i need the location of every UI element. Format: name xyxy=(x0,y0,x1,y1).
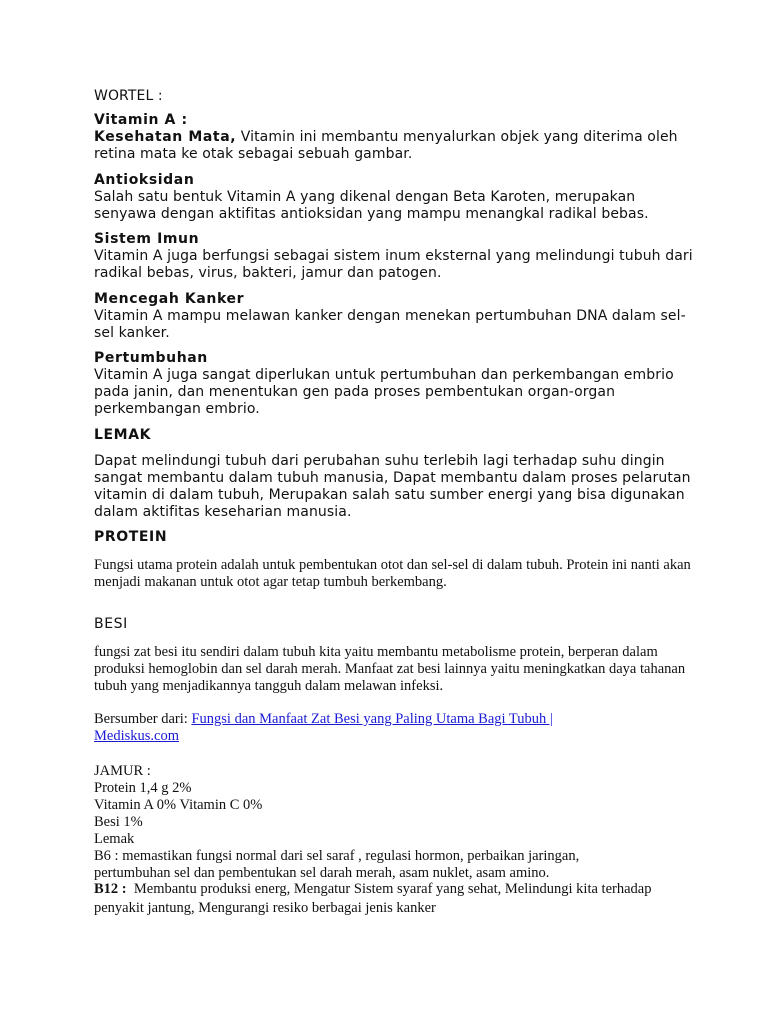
section-text-sistem-imun: Vitamin A juga berfungsi sebagai sistem inum eksternal yang melindungi tubuh dari radikal bebas, virus, bakteri, jamur dan patogen. xyxy=(94,248,693,281)
section-text-antioksidan: Salah satu bentuk Vitamin A yang dikenal dengan Beta Karoten, merupakan senyawa dengan aktifitas antioksidan yang mampu menangkal radikal bebas. xyxy=(94,189,649,222)
section-text-protein: Fungsi utama protein adalah untuk pembentukan otot dan sel-sel di dalam tubuh. Protein ini nanti akan menjadi makanan untuk otot agar tetap tumbuh berkembang. xyxy=(94,557,691,590)
jamur-b6-text: B6 : memastikan fungsi normal dari sel saraf , regulasi hormon, perbaikan jaringan, pertumbuhan sel dan pembentukan sel darah merah, asam nuklet, asam amino. xyxy=(94,848,580,881)
jamur-line-protein: Protein 1,4 g 2% xyxy=(94,780,192,796)
section-heading-sistem-imun: Sistem Imun xyxy=(94,231,200,247)
section-text-vitamin-a: Kesehatan Mata, Vitamin ini membantu menyalurkan objek yang diterima oleh retina mata ke otak sebagai sebuah gambar. xyxy=(94,129,678,162)
jamur-line-vitamin: Vitamin A 0% Vitamin C 0% xyxy=(94,797,263,813)
section-heading-vitamin-a: Vitamin A : xyxy=(94,112,188,128)
section-text-lemak: Dapat melindungi tubuh dari perubahan suhu terlebih lagi terhadap suhu dingin sangat membantu dalam tubuh manusia, Dapat membantu dalam proses pelarutan vitamin di dalam tubuh, Merupakan salah satu sumber energi yang bisa digunakan dalam aktifitas keseharian manusia. xyxy=(94,453,691,520)
b12-label: B12 : xyxy=(94,881,127,897)
jamur-line-lemak: Lemak xyxy=(94,831,135,847)
jamur-line-besi: Besi 1% xyxy=(94,814,143,830)
jamur-b12-text: B12 : Membantu produksi energ, Mengatur Sistem syaraf yang sehat, Melindungi kita terhadap penyakit jantung, Mengurangi resiko berbagai jenis kanker xyxy=(94,881,652,916)
source-line xyxy=(94,711,614,745)
section-text-besi: fungsi zat besi itu sendiri dalam tubuh kita yaitu membantu metabolisme protein, berperan dalam produksi hemoglobin dan sel darah merah. Manfaat zat besi lainnya yaitu meningkatkan daya tahanan tubuh yang menjadikannya tangguh dalam melawan infeksi. xyxy=(94,644,686,694)
section-heading-besi: BESI xyxy=(94,616,128,632)
section-heading-protein: PROTEIN xyxy=(94,529,168,545)
jamur-title: JAMUR : xyxy=(94,763,151,779)
section-heading-mencegah-kanker: Mencegah Kanker xyxy=(94,291,245,307)
section-text-mencegah-kanker: Vitamin A mampu melawan kanker dengan menekan pertumbuhan DNA dalam sel-sel kanker. xyxy=(94,308,686,341)
section-heading-antioksidan: Antioksidan xyxy=(94,172,195,188)
source-prefix: Bersumber dari: xyxy=(94,711,188,727)
section-heading-pertumbuhan: Pertumbuhan xyxy=(94,350,208,366)
source-link[interactable]: Fungsi dan Manfaat Zat Besi yang Paling Utama Bagi Tubuh | Mediskus.com xyxy=(94,711,553,744)
subheading-kesehatan-mata: Kesehatan Mata, xyxy=(94,129,237,145)
section-heading-lemak: LEMAK xyxy=(94,427,152,443)
document-title: WORTEL : xyxy=(94,88,163,104)
section-text-pertumbuhan: Vitamin A juga sangat diperlukan untuk pertumbuhan dan perkembangan embrio pada janin, dan menentukan gen pada proses pembentukan organ-organ perkembangan embrio. xyxy=(94,367,674,417)
